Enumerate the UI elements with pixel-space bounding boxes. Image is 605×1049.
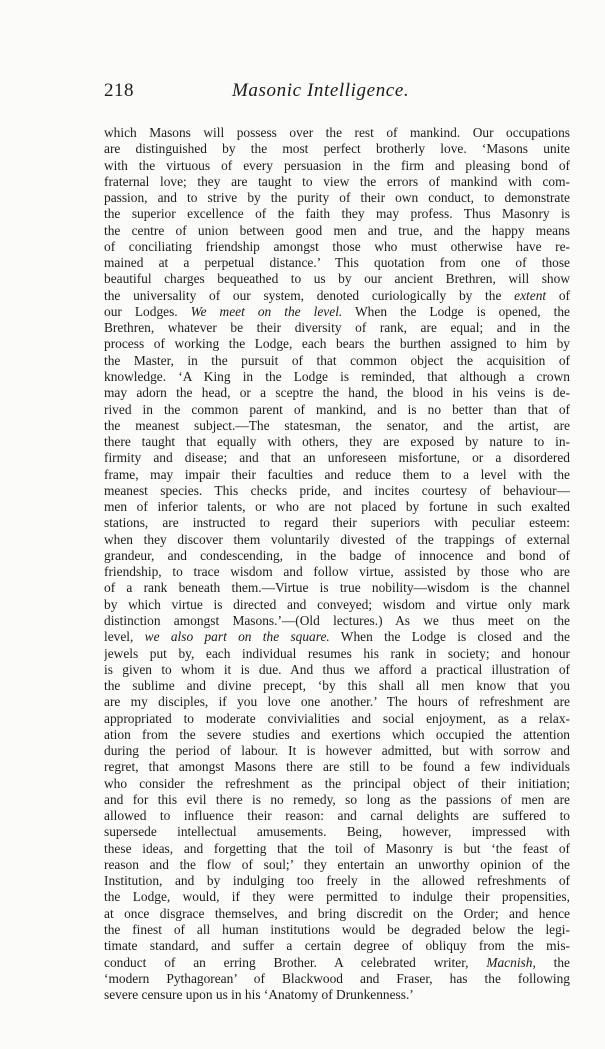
- text-line: grandeur, and condescending, in the badge of innocence and bond of: [104, 547, 570, 563]
- italic-phrase: We meet on the level.: [190, 303, 343, 319]
- italic-phrase: we also part on the square.: [144, 629, 330, 645]
- text-line: our Lodges. We meet on the level. When the Lodge is opened, the: [104, 303, 570, 319]
- text-line: the Lodge, would, if they were permitted to indulge their propensities,: [104, 889, 570, 905]
- text-line: distinction amongst Masons.’—(Old lectures.) As we thus meet on the: [104, 612, 570, 628]
- text-line: stations, are instructed to regard their superiors with peculiar esteem:: [104, 515, 570, 531]
- text-line: conduct of an erring Brother. A celebrated writer, Macnish, the: [104, 954, 570, 970]
- text-line: appropriated to moderate convivialities and social enjoyment, as a relax-: [104, 710, 570, 726]
- text-line: there taught that equally with others, they are exposed by nature to in-: [104, 434, 570, 450]
- text-line: passion, and to strive by the purity of their own conduct, to demonstrate: [104, 190, 570, 206]
- text-line: which Masons will possess over the rest of mankind. Our occupations: [104, 125, 570, 140]
- text-line: who consider the refreshment as the principal object of their initiation;: [104, 775, 570, 791]
- text-line: process of working the Lodge, each bears the burthen assigned to him by: [104, 336, 570, 352]
- text-line: of a rank beneath them.—Virtue is true nobility—wisdom is the channel: [104, 580, 570, 596]
- text-line: level, we also part on the square. When the Lodge is closed and the: [104, 629, 570, 645]
- text-line: firmity and disease; and that an unforeseen misfortune, or a disordered: [104, 450, 570, 466]
- italic-phrase: Macnish,: [486, 954, 536, 970]
- text-line: the finest of all human institutions would be degraded below the legi-: [104, 922, 570, 938]
- text-line: the universality of our system, denoted curiologically by the extent of: [104, 287, 570, 303]
- text-line: mained at a perpetual distance.’ This quotation from one of those: [104, 255, 570, 271]
- text-line: Brethren, whatever be their diversity of rank, are equal; and in the: [104, 320, 570, 336]
- text-line: beautiful charges bequeathed to us by our ancient Brethren, will show: [104, 271, 570, 287]
- text-line: the superior excellence of the faith they may profess. Thus Masonry is: [104, 206, 570, 222]
- text-line: frame, may impair their faculties and reduce them to a level with the: [104, 466, 570, 482]
- running-title: Masonic Intelligence.: [232, 80, 410, 101]
- text-line: allowed to influence their reason: and carnal delights are suffered to: [104, 808, 570, 824]
- text-line: the centre of union between good men and true, and the happy means: [104, 222, 570, 238]
- text-line: ation from the severe studies and exertions which occupied the attention: [104, 726, 570, 742]
- text-line: these ideas, and forgetting that the toil of Masonry is but ‘the feast of: [104, 840, 570, 856]
- page-number: 218: [104, 80, 134, 101]
- text-line: friendship, to trace wisdom and follow virtue, assisted by those who are: [104, 564, 570, 580]
- text-line: is given to whom it is due. And thus we afford a practical illustration of: [104, 661, 570, 677]
- text-line: are my disciples, if you love one another.’ The hours of refreshment are: [104, 694, 570, 710]
- text-line: the meanest subject.—The statesman, the senator, and the artist, are: [104, 417, 570, 433]
- text-line: supersede intellectual amusements. Being, however, impressed with: [104, 824, 570, 840]
- italic-phrase: extent: [514, 287, 547, 303]
- text-line: and for this evil there is no remedy, so long as the passions of men are: [104, 791, 570, 807]
- text-line: the Master, in the pursuit of that common object the acquisition of: [104, 352, 570, 368]
- text-line: meanest species. This checks pride, and incites courtesy of behaviour—: [104, 482, 570, 498]
- text-line: reason and the flow of soul;’ they entertain an unworthy opinion of the: [104, 856, 570, 872]
- text-line: knowledge. ‘A King in the Lodge is reminded, that although a crown: [104, 368, 570, 384]
- text-line: with the virtuous of every persuasion in the firm and pleasing bond of: [104, 157, 570, 173]
- text-line: by which virtue is directed and conveyed; wisdom and virtue only mark: [104, 596, 570, 612]
- text-line: timate standard, and suffer a certain degree of obliquy from the mis-: [104, 938, 570, 954]
- text-line: Institution, and by indulging too freely in the allowed refreshments of: [104, 873, 570, 889]
- text-line: rived in the common parent of mankind, and is no better than that of: [104, 401, 570, 417]
- text-line: severe censure upon us in his ‘Anatomy of Drunkenness.’: [104, 987, 414, 1003]
- text-line: at once disgrace themselves, and bring discredit on the Order; and hence: [104, 905, 570, 921]
- text-line: ‘modern Pythagorean’ of Blackwood and Fraser, has the following: [104, 970, 570, 986]
- text-line: may adorn the head, or a sceptre the hand, the blood in his veins is de-: [104, 385, 570, 401]
- body-text: [104, 125, 570, 1003]
- text-line: when they discover them voluntarily divested of the trappings of external: [104, 531, 570, 547]
- text-line: fraternal love; they are taught to view the errors of mankind with com-: [104, 173, 570, 189]
- text-line: men of inferior talents, or who are not placed by fortune in such exalted: [104, 499, 570, 515]
- text-line: are distinguished by the most perfect brotherly love. ‘Masons unite: [104, 141, 570, 157]
- running-head: [104, 80, 508, 106]
- text-line: of conciliating friendship amongst those who must otherwise have re-: [104, 238, 570, 254]
- text-line: regret, that amongst Masons there are still to be found a few individuals: [104, 759, 570, 775]
- text-line: the sublime and divine precept, ‘by this shall all men know that you: [104, 678, 570, 694]
- text-line: jewels put by, each individual resumes his rank in society; and honour: [104, 645, 570, 661]
- text-line: during the period of labour. It is however admitted, but with sorrow and: [104, 743, 570, 759]
